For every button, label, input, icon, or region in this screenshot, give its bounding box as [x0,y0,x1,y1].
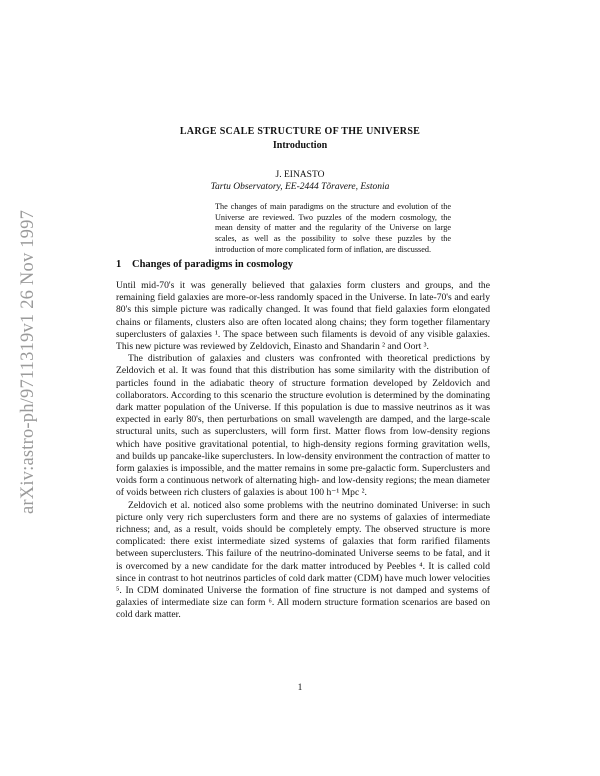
page-number: 1 [297,683,303,693]
arxiv-identifier[interactable]: arXiv:astro-ph/9711319v1 26 Nov 1997 [18,209,38,514]
section-title: Changes of paradigms in cosmology [132,259,294,270]
section-number: 1 [116,259,122,270]
author-name: J. EINASTO [275,170,325,180]
paper-subtitle: Introduction [272,140,328,151]
paper-title: LARGE SCALE STRUCTURE OF THE UNIVERSE [179,126,421,137]
paragraph: Until mid-70's it was generally believed that galaxies form clusters and groups, and the remaining field galaxies are more-or-less randomly spaced in the Universe. In late-70's and early 80's this simple picture was radically changed. It was found that field galaxies form elongated chains or filaments, clusters also are often located along chains; they form together filamentary superclusters of galaxies ¹. The space between such filaments is devoid of any visible galaxies. This new picture was reviewed by Zeldovich, Einasto and Shandarin ² and Oort ³. [116,280,490,353]
body-text [116,280,490,622]
section-heading [116,259,293,270]
paragraph: Zeldovich et al. noticed also some problems with the neutrino dominated Universe: in such picture only very rich superclusters form and there are no systems of galaxies of intermediate richness; and, as a result, voids should be completely empty. The observed structure is more complicated: there exist intermediate sized systems of galaxies that form rarified filaments between superclusters. This failure of the neutrino-dominated Universe seems to be fatal, and it is overcomed by a new candidate for the dark matter introduced by Peebles ⁴. It is called cold since in contrast to hot neutrinos particles of cold dark matter (CDM) have much lower velocities ⁵. In CDM dominated Universe the formation of fine structure is not damped and systems of galaxies of intermediate size can form ⁶. All modern structure formation scenarios are based on cold dark matter. [116,499,490,621]
paragraph: The distribution of galaxies and clusters was confronted with theoretical predictions by Zeldovich et al. It was found that this distribution has some similarity with the distribution of particles found in the adiabatic theory of structure formation developed by Zeldovich and collaborators. According to this scenario the structure evolution is determined by the dominating dark matter population of the Universe. If this population is due to massive neutrinos as it was expected in early 80's, then perturbations on small wavelength are damped, and the large-scale structural units, such as superclusters, will form first. Matter flows from low-density regions which have positive gravitational potential, to high-density regions forming gravitation wells, and builds up pancake-like superclusters. In low-density environment the contraction of matter to form galaxies is impossible, and the matter remains in some pre-galactic form. Superclusters and voids form a continuous network of alternating high- and low-density regions; the mean diameter of voids between rich clusters of galaxies is about 100 h⁻¹ Mpc ². [116,353,490,499]
abstract: The changes of main paradigms on the structure and evolution of the Universe are reviewed. Two puzzles of the modern cosmology, the mean density of matter and the regularity of the Universe on large scales, as well as the possibility to solve these puzzles by the introduction of more complicated form of inflation, are discussed. [215,202,451,254]
author-affiliation: Tartu Observatory, EE-2444 Tõravere, Estonia [210,182,390,192]
